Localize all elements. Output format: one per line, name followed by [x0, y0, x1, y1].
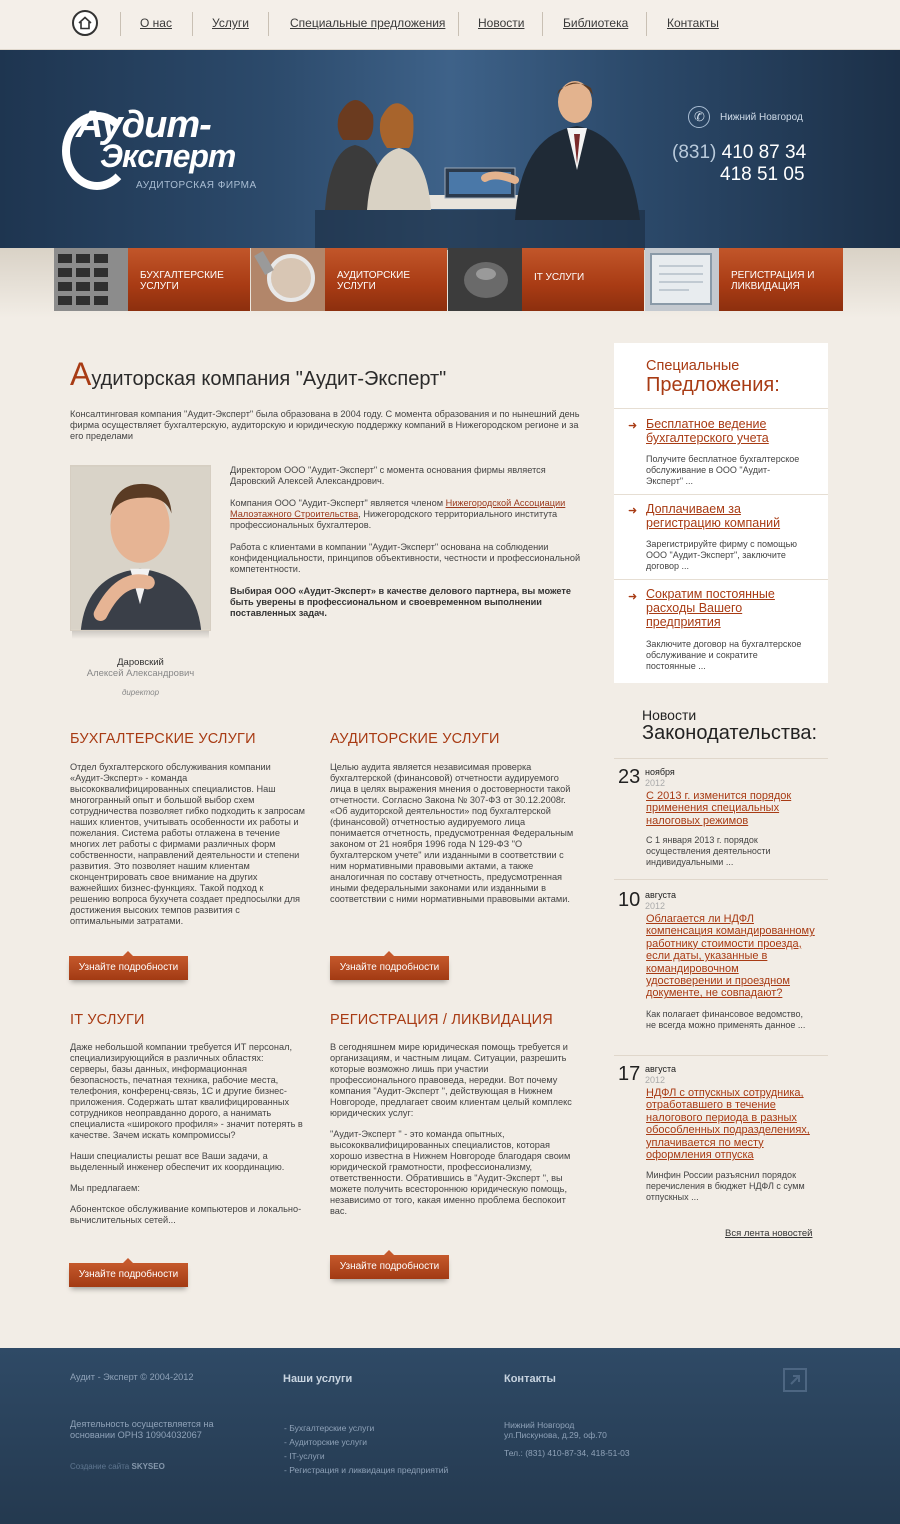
nav-library[interactable]: Библиотека [563, 16, 629, 30]
bio-paragraph: Компания ООО "Аудит-Эксперт" является членом Нижегородской Ассоциации Малоэтажного Строительства, Нижегородского территориального института профессиональных бухгалтеров. [230, 498, 566, 530]
association-link[interactable]: Нижегородской Ассоциации Малоэтажного Строительства [230, 498, 566, 519]
director-role: директор [121, 688, 160, 697]
more-button-registration[interactable]: Узнайте подробности [330, 1255, 449, 1279]
home-icon[interactable] [72, 10, 98, 36]
section-text-accounting: Отдел бухгалтерского обслуживания компании «Аудит-Эксперт» - команда высококвалифицированных специалистов. Наш многогранный опыт и большой выбор схем сотрудничества позволяет гибко подходить к запросам наших клиентов, учитывать особенности их работы и пожелания. Система работы отлажена в течение многих лет работы с фирмами различных форм собственности, направлений деятельности и степени развития. Это позволяет нашим клиентам сконцентрировать свое внимание на других важнейших бизнес-функциях. Такой подход к решению вопроса бухучета создает предпосылки для достижения высоких темпов развития с оптимальными затратами. [70, 762, 305, 926]
section-text-it: Даже небольшой компании требуется ИТ персонал, специализирующийся в различных областях: серверы, базы данных, информационная безопасность, печатная техника, рабочие места, телефония, конференц-связь, 1С и другие бизнес-приложения. Содержать штат квалифицированных сотрудников неоправданно дорого, а нанимать специалиста «широкого профиля» - значит потерять в качестве. Зачем искать компромиссы? Наши специалисты решат все Ваши задачи, а выделенный инженер обеспечит их координацию. Мы предлагаем: Абонентское обслуживание компьютеров и локально-вычислительных сетей... [70, 1042, 303, 1225]
tile-registration-label: РЕГИСТРАЦИЯ И ЛИКВИДАЦИЯ [731, 270, 815, 292]
tile-audit[interactable] [251, 248, 447, 311]
section-title-accounting: БУХГАЛТЕРСКИЕ УСЛУГИ [70, 731, 256, 747]
offer-desc-1: Получите бесплатное бухгалтерское обслуживание в ООО "Аудит-Эксперт" ... [646, 454, 800, 486]
nav-separator [192, 12, 193, 36]
news-year-1: 2012 [645, 778, 666, 788]
tile-audit-label: АУДИТОРСКИЕ УСЛУГИ [337, 270, 410, 292]
news-desc-1: С 1 января 2013 г. порядок осуществления деятельности индивидуальными ... [646, 835, 771, 867]
section-title-registration: РЕГИСТРАЦИЯ / ЛИКВИДАЦИЯ [330, 1012, 553, 1028]
divider [614, 758, 828, 759]
more-button-it[interactable]: Узнайте подробности [69, 1263, 188, 1287]
business-meeting-image [315, 60, 645, 250]
divider [614, 1055, 828, 1056]
footer-contacts-title: Контакты [504, 1373, 556, 1385]
section-text-audit: Целью аудита является независимая проверка бухгалтерской (финансовой) отчетности аудируемого лица в целях выражения мнения о достоверности такой отчетности. Согласно Закона № 307-ФЗ от 30.12.2008г. «Об аудиторской деятельности» под бухгалтерской (финансовой) отчетностью аудируемого лица понимается отчетность, предусмотренная Федеральным законом от 21 ноября 1996 года N 129-ФЗ "О бухгалтерском учете" или изданными в соответствии с ним нормативными правовыми актами, а также аналогичная по составу отчетность, предусмотренная иными федеральными законами или изданными в соответствии с ними нормативными правовыми актами. [330, 762, 574, 904]
divider [614, 494, 828, 495]
calculator-icon [54, 248, 128, 311]
bio-paragraph: Работа с клиентами в компании "Аудит-Эксперт" основана на соблюдении конфиденциальности, принципов объективности, честности и профессиональной компетентности. [230, 542, 581, 574]
bio-paragraph-bold: Выбирая ООО «Аудит-Эксперт» в качестве делового партнера, вы можете быть уверены в профессиональном и своевременном выполнении поставленных задач. [230, 586, 571, 618]
director-photo [70, 465, 211, 631]
section-text-registration: В сегодняшнем мире юридическая помощь требуется и организациям, и частным лицам. Ситуации, разрешить которые возможно лишь при участии профессионального правоведа, нередки. Вот почему компания "Аудит-Эксперт ", действующая в Нижнем Новгороде, предлагает своим клиентам целый комплекс юридических услуг: "Аудит-Эксперт " - это команда опытных, высококвалифицированных специалистов, которая хорошо известна в Нижнем Новгороде благодаря своим юридической грамотности, профессионализму, ответственности. Обратившись в "Аудит-Эксперт ", вы можете получить всестороннюю юридическую помощь, независимо от того, какая именно проблема беспокоит вас. [330, 1042, 572, 1216]
news-month-1: ноября [645, 767, 675, 777]
footer-address-street: ул.Пискунова, д.29, оф.70 [504, 1430, 607, 1440]
footer-copyright: Аудит - Эксперт © 2004-2012 [70, 1372, 194, 1382]
nav-news[interactable]: Новости [478, 16, 525, 30]
bio-paragraph: Директором ООО "Аудит-Эксперт" с момента основания фирмы является Даровский Алексей Александрович. [230, 465, 546, 486]
nav-separator [646, 12, 647, 36]
offers-title-2: Предложения: [646, 374, 780, 396]
offer-desc-3: Заключите договор на бухгалтерское обслуживание и сократите постоянные ... [646, 639, 802, 671]
footer-license: Деятельность осуществляется на основании ОРНЗ 10904032067 [70, 1419, 214, 1440]
divider [614, 408, 828, 409]
tile-accounting[interactable] [54, 248, 250, 311]
more-button-accounting[interactable]: Узнайте подробности [69, 956, 188, 980]
all-news-link[interactable]: Вся лента новостей [725, 1228, 813, 1239]
news-desc-2: Как полагает финансовое ведомство, не всегда можно применять данное ... [646, 1009, 806, 1030]
news-title-2: Законодательства: [642, 722, 818, 744]
nav-services[interactable]: Услуги [212, 16, 249, 30]
news-title-link-1[interactable]: С 2013 г. изменится порядок применения специальных налоговых режимов [646, 790, 792, 827]
photo-shadow [72, 631, 209, 639]
tile-it[interactable] [448, 248, 644, 311]
nav-special-offers[interactable]: Специальные предложения [290, 16, 446, 30]
offer-title-2[interactable]: Доплачиваем за регистрацию компаний [646, 502, 781, 530]
arrow-right-icon: ➜ [628, 420, 638, 432]
footer-created-by[interactable]: Создание сайта SKYSEO [70, 1462, 165, 1471]
tile-registration[interactable] [645, 248, 843, 311]
news-title-1: Новости [642, 707, 697, 723]
phone-number-1: 410 87 34 [721, 142, 807, 163]
footer-service-link[interactable]: - Бухгалтерские услуги [284, 1423, 375, 1433]
company-bio [230, 465, 585, 630]
news-title-link-3[interactable]: НДФЛ с отпускных сотрудника, отработавшего в течение налогового периода в разных обособленных подразделениях, уплачивается по месту оформления отпуска [646, 1087, 810, 1162]
footer-services-title: Наши услуги [283, 1373, 353, 1385]
external-link-icon[interactable] [783, 1368, 807, 1392]
certificate-icon [645, 248, 719, 311]
magnifier-icon [251, 248, 325, 311]
phone-code: (831) [672, 142, 717, 163]
mouse-icon [448, 248, 522, 311]
news-desc-3: Минфин России разъяснил порядок перечисления в бюджет НДФЛ с сумм отпускных ... [646, 1170, 805, 1202]
footer-address-city: Нижний Новгород [504, 1420, 575, 1430]
header-phone-1[interactable] [672, 142, 806, 164]
section-title-it: IT УСЛУГИ [70, 1012, 145, 1028]
nav-separator [458, 12, 459, 36]
nav-separator [120, 12, 121, 36]
footer-service-link[interactable]: - IT-услуги [284, 1451, 325, 1461]
divider [614, 879, 828, 880]
section-title-audit: АУДИТОРСКИЕ УСЛУГИ [330, 731, 500, 747]
news-year-3: 2012 [645, 1075, 666, 1085]
offers-title-1: Специальные [646, 358, 740, 374]
nav-separator [268, 12, 269, 36]
more-button-audit[interactable]: Узнайте подробности [330, 956, 449, 980]
arrow-right-icon: ➜ [628, 505, 638, 517]
nav-contacts[interactable]: Контакты [667, 16, 719, 30]
news-title-link-2[interactable]: Облагается ли НДФЛ компенсация командированному работнику стоимости проезда, если даты, указанные в командировочном удостоверении и проездном документе, не совпадают? [646, 913, 815, 1000]
offer-title-1[interactable]: Бесплатное ведение бухгалтерского учета [646, 417, 769, 445]
news-year-2: 2012 [645, 901, 666, 911]
news-day-2: 10 [618, 889, 641, 911]
arrow-right-icon: ➜ [628, 591, 638, 603]
director-name: Алексей Александрович [86, 668, 195, 679]
news-day-1: 23 [618, 766, 641, 788]
footer-phones: Тел.: (831) 410-87-34, 418-51-03 [504, 1448, 630, 1458]
divider [614, 579, 828, 580]
logo-subtitle: АУДИТОРСКАЯ ФИРМА [136, 180, 257, 191]
footer-service-link[interactable]: - Аудиторские услуги [284, 1437, 367, 1447]
phone-icon: ✆ [688, 106, 710, 128]
logo-text-line1[interactable]: Аудит- [76, 104, 211, 146]
header-city: Нижний Новгород [720, 112, 803, 123]
tile-it-label: IT УСЛУГИ [534, 272, 585, 283]
news-month-2: августа [645, 890, 676, 900]
header-phone-2[interactable]: 418 51 05 [720, 164, 805, 185]
news-day-3: 17 [618, 1063, 641, 1085]
offer-title-3[interactable]: Сократим постоянные расходы Вашего предприятия [646, 587, 775, 629]
offer-desc-2: Зарегистрируйте фирму с помощью ООО "Аудит-Эксперт", заключите договор ... [646, 539, 798, 571]
director-surname: Даровский [117, 657, 164, 668]
nav-separator [542, 12, 543, 36]
nav-about[interactable]: О нас [140, 16, 172, 30]
news-month-3: августа [645, 1064, 676, 1074]
logo-text-line2[interactable]: Эксперт [100, 138, 236, 174]
footer-service-link[interactable]: - Регистрация и ликвидация предприятий [284, 1465, 449, 1475]
top-navigation [0, 0, 900, 50]
intro-text: Консалтинговая компания "Аудит-Эксперт" была образована в 2004 году. С момента образования и по нынешний день фирма осуществляет бухгалтерскую, аудиторскую и юридическую поддержку компаний в Нижегородском регионе и за его пределами [70, 409, 580, 441]
tile-accounting-label: БУХГАЛТЕРСКИЕ УСЛУГИ [140, 270, 224, 292]
page-title: Аудиторская компания "Аудит-Эксперт" [70, 356, 447, 392]
